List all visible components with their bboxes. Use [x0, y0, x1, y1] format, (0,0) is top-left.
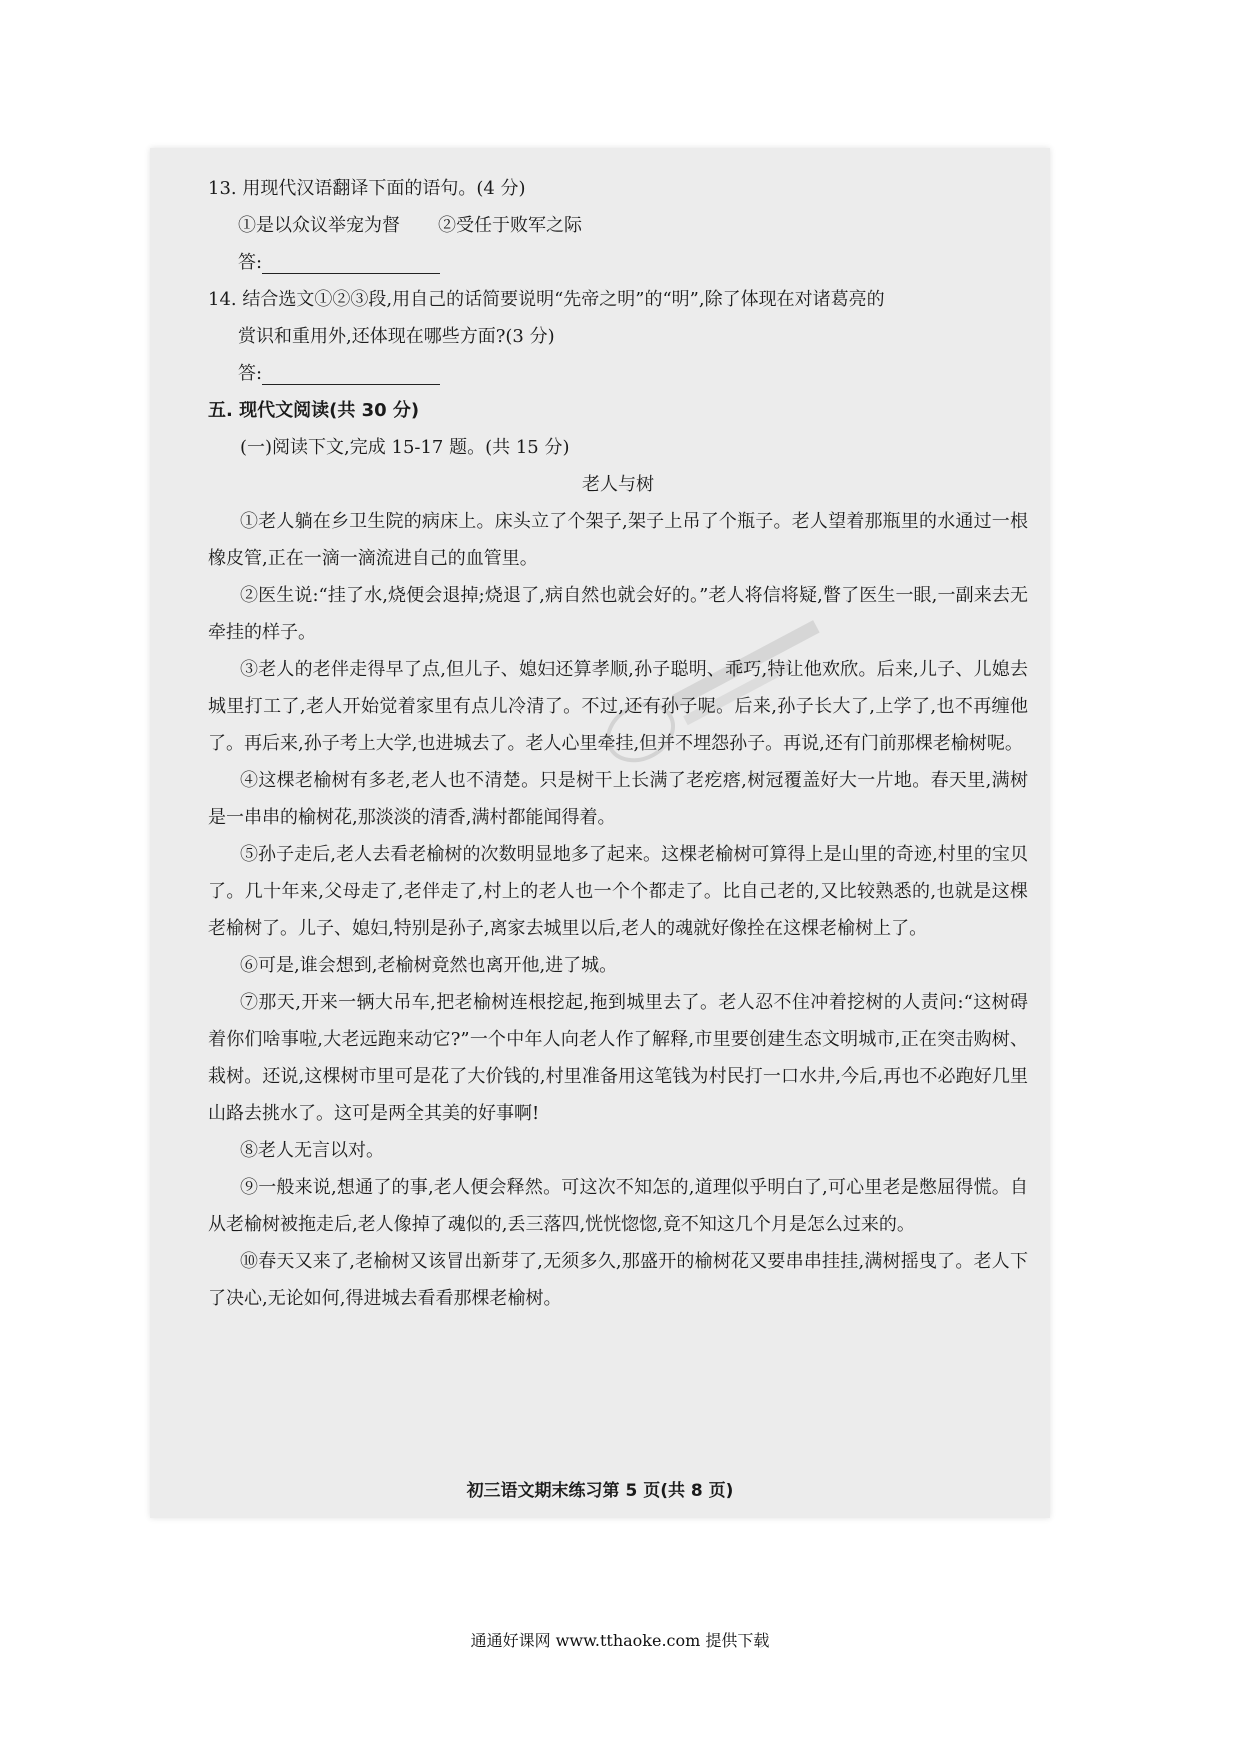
answer-label: 答: — [238, 252, 263, 273]
article-paragraph: ②医生说:“挂了水,烧便会退掉;烧退了,病自然也就会好的。”老人将信将疑,瞥了医生一眼,一副来去无牵挂的样子。 — [208, 585, 1028, 643]
question-13-prompt: 13. 用现代汉语翻译下面的语句。(4 分) — [208, 178, 526, 199]
section-heading: 五. 现代文阅读(共 30 分) — [208, 400, 420, 421]
article-paragraph: ④这棵老榆树有多老,老人也不清楚。只是树干上长满了老疙瘩,树冠覆盖好大一片地。春天里,满树是一串串的榆树花,那淡淡的清香,满村都能闻得着。 — [208, 770, 1028, 828]
question-13-items — [208, 207, 1028, 244]
article-paragraph: ③老人的老伴走得早了点,但儿子、媳妇还算孝顺,孙子聪明、乖巧,特让他欢欣。后来,儿子、儿媳去城里打工了,老人开始觉着家里有点儿冷清了。不过,还有孙子呢。后来,孙子长大了,上学了,也不再缠他了。再后来,孙子考上大学,也进城去了。老人心里牵挂,但并不埋怨孙子。再说,还有门前那棵老榆树呢。 — [208, 659, 1028, 754]
article-paragraph: ⑦那天,开来一辆大吊车,把老榆树连根挖起,拖到城里去了。老人忍不住冲着挖树的人责问:“这树碍着你们啥事啦,大老远跑来动它?”一个中年人向老人作了解释,市里要创建生态文明城市,正在突击购树、栽树。还说,这棵树市里可是花了大价钱的,村里准备用这笔钱为村民打一口水井,今后,再也不必跑好几里山路去挑水了。这可是两全其美的好事啊! — [208, 992, 1028, 1124]
answer-label: 答: — [238, 363, 263, 384]
article-title: 老人与树 — [582, 474, 654, 495]
question-14-answer — [208, 355, 1028, 392]
article-paragraph: ⑤孙子走后,老人去看老榆树的次数明显地多了起来。这棵老榆树可算得上是山里的奇迹,村里的宝贝了。几十年来,父母走了,老伴走了,村上的老人也一个个都走了。比自己老的,又比较熟悉的,也就是这棵老榆树了。儿子、媳妇,特别是孙子,离家去城里以后,老人的魂就好像拴在这棵老榆树上了。 — [208, 844, 1028, 939]
download-note: 通通好课网 www.tthaoke.com 提供下载 — [470, 1631, 770, 1650]
page-footer: 初三语文期末练习第 5 页(共 8 页) — [466, 1481, 734, 1501]
article-paragraph: ⑨一般来说,想通了的事,老人便会释然。可这次不知怎的,道理似乎明白了,可心里老是憋屈得慌。自从老榆树被拖走后,老人像掉了魂似的,丢三落四,恍恍惚惚,竟不知这几个月是怎么过来的。 — [208, 1177, 1028, 1235]
question-14-prompt-line-2: 赏识和重用外,还体现在哪些方面?(3 分) — [238, 326, 555, 347]
section-subheading: (一)阅读下文,完成 15-17 题。(共 15 分) — [240, 437, 570, 458]
article-paragraph: ①老人躺在乡卫生院的病床上。床头立了个架子,架子上吊了个瓶子。老人望着那瓶里的水通过一根橡皮管,正在一滴一滴流进自己的血管里。 — [208, 511, 1028, 569]
question-14-prompt-line-1: 14. 结合选文①②③段,用自己的话简要说明“先帝之明”的“明”,除了体现在对诸葛亮的 — [208, 289, 885, 310]
question-13-item-1: ①是以众议举宠为督 — [238, 215, 400, 236]
article-paragraph: ⑧老人无言以对。 — [240, 1140, 384, 1161]
answer-blank[interactable] — [262, 364, 440, 385]
answer-blank[interactable] — [262, 253, 440, 274]
article-paragraph: ⑥可是,谁会想到,老榆树竟然也离开他,进了城。 — [240, 955, 618, 976]
article-paragraph: ⑩春天又来了,老榆树又该冒出新芽了,无须多久,那盛开的榆树花又要串串挂挂,满树摇曳了。老人下了决心,无论如何,得进城去看看那棵老榆树。 — [208, 1251, 1028, 1309]
question-13-answer — [208, 244, 1028, 281]
question-13-item-2: ②受任于败军之际 — [438, 215, 582, 236]
document-body — [208, 170, 1028, 1317]
